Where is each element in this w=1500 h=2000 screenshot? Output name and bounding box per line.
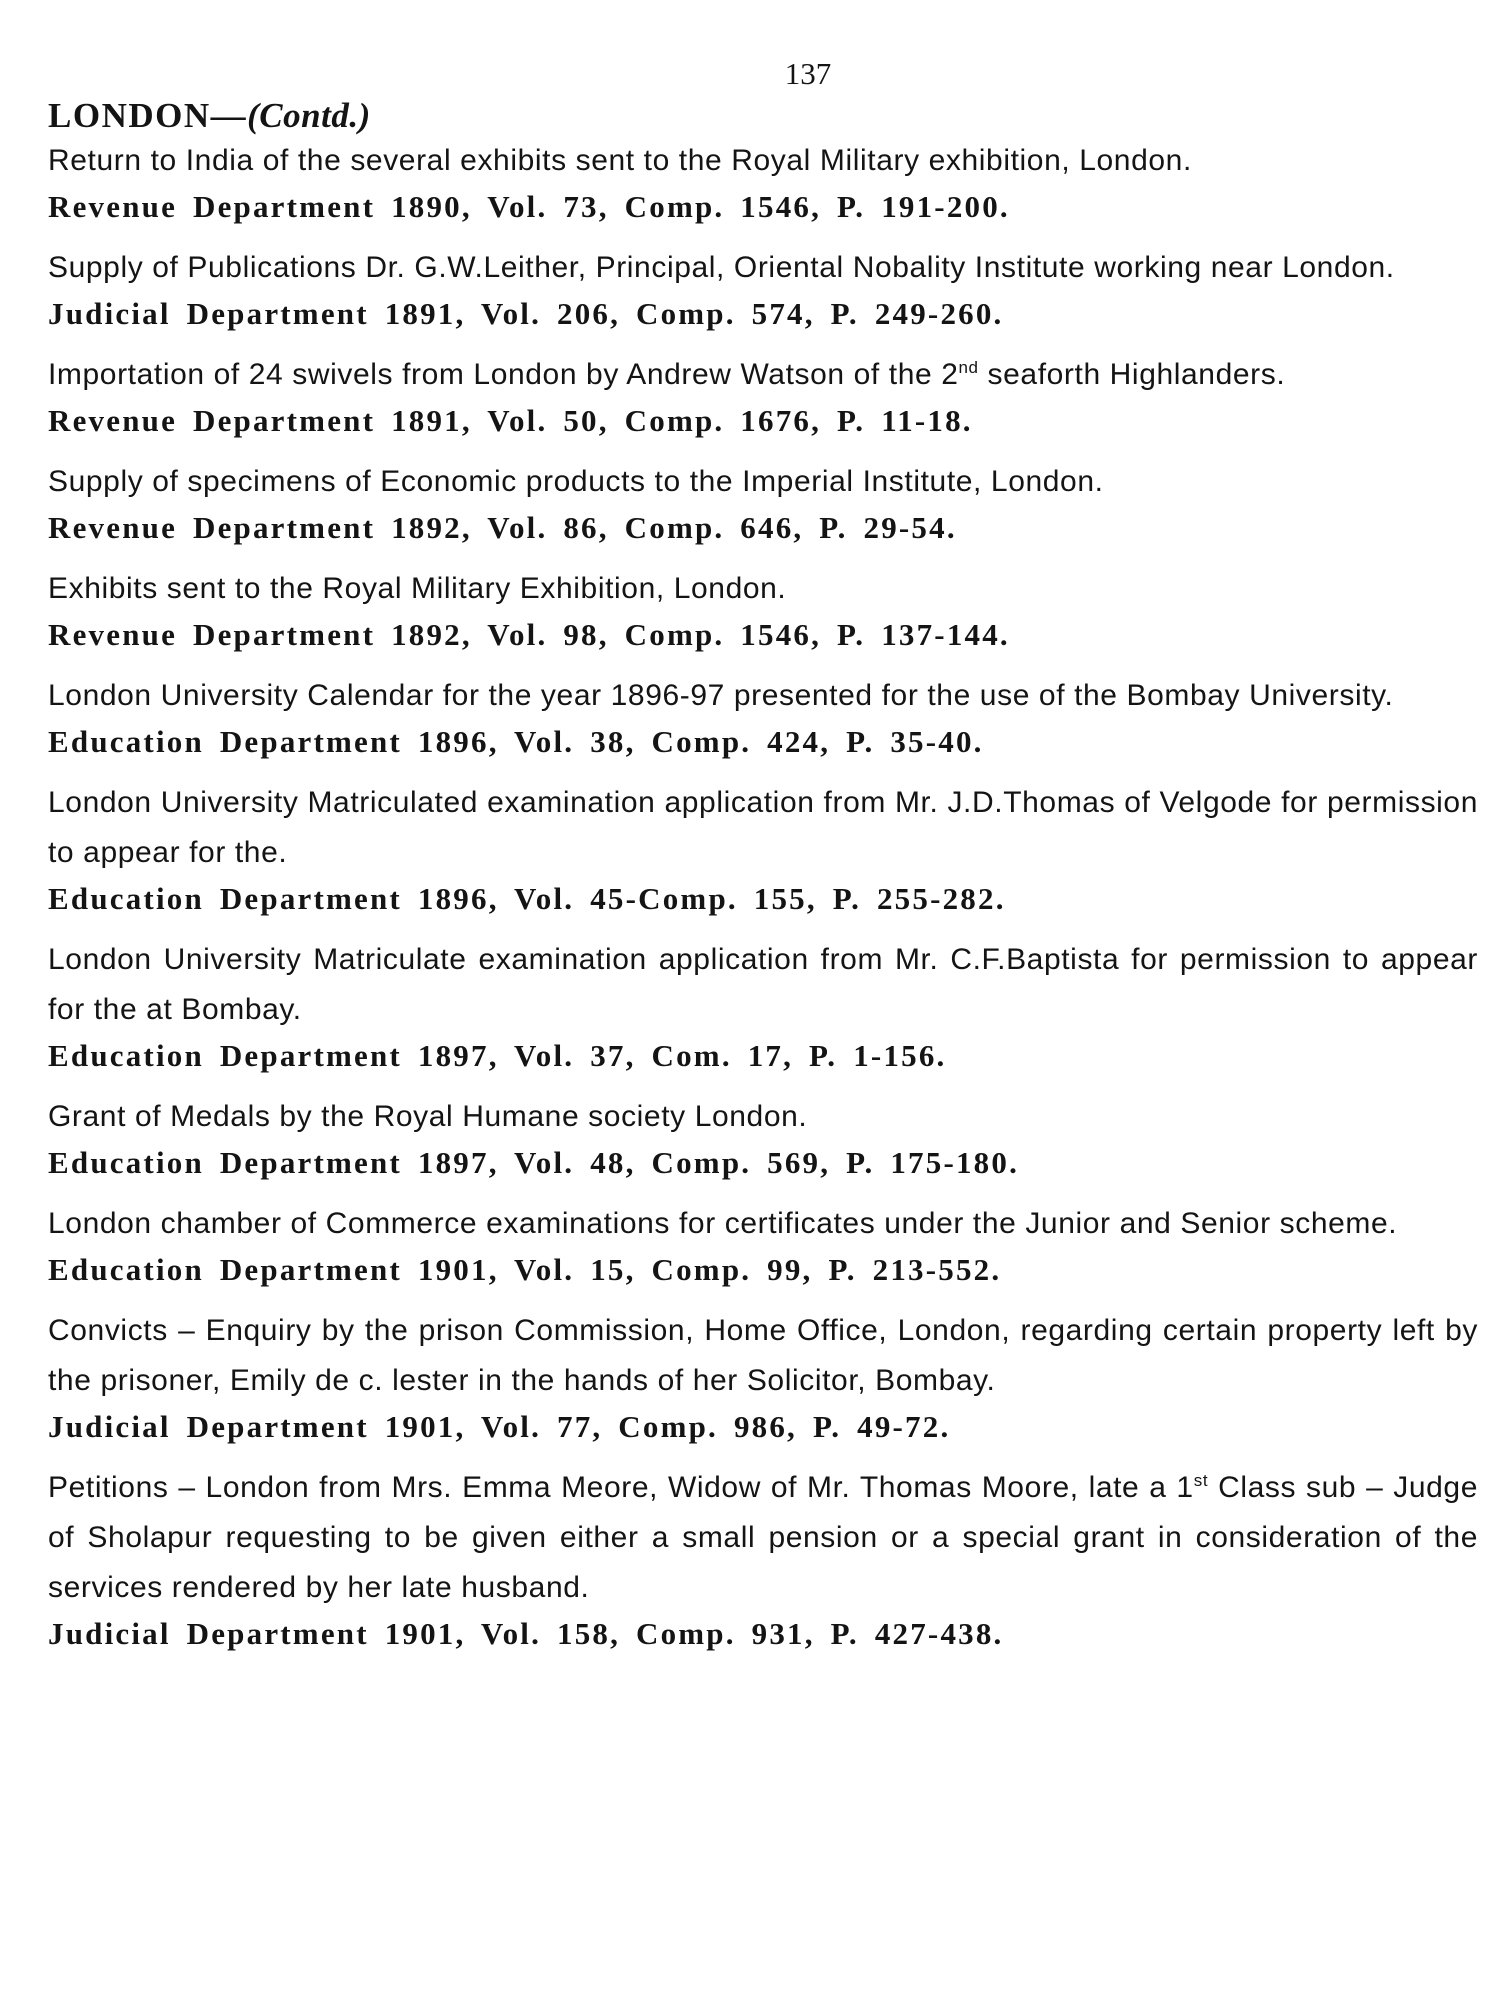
ordinal-suffix: nd	[958, 358, 979, 377]
document-page	[48, 56, 1478, 1655]
entry-description: Convicts – Enquiry by the prison Commission, Home Office, London, regarding certain property left by the prisoner, Emily de c. lester in the hands of her Solicitor, Bombay.	[48, 1314, 1478, 1397]
entry-reference: Education Department 1896, Vol. 38, Comp. 424, P. 35-40.	[48, 724, 984, 759]
page-number: 137	[784, 56, 832, 91]
record-entry	[48, 1092, 1478, 1184]
heading-dash: —	[210, 96, 248, 135]
record-entry	[48, 1199, 1478, 1291]
record-entry	[48, 778, 1478, 920]
entry-description: Supply of specimens of Economic products to the Imperial Institute, London.	[48, 465, 1104, 498]
ordinal-suffix: st	[1193, 1471, 1209, 1490]
record-entry	[48, 1306, 1478, 1448]
entry-reference: Revenue Department 1891, Vol. 50, Comp. 1676, P. 11-18.	[48, 403, 973, 438]
record-entry	[48, 564, 1478, 656]
entry-description: London University Matriculate examination application from Mr. C.F.Baptista for permission to appear for the at Bombay.	[48, 943, 1478, 1026]
record-entry	[48, 136, 1478, 228]
description-text: Petitions – London from Mrs. Emma Meore, Widow of Mr. Thomas Moore, late a 1	[48, 1471, 1194, 1504]
entry-description: Supply of Publications Dr. G.W.Leither, Principal, Oriental Nobality Institute working near London.	[48, 251, 1395, 284]
description-text: Importation of 24 swivels from London by Andrew Watson of the 2	[48, 358, 959, 391]
entry-description: Return to India of the several exhibits sent to the Royal Military exhibition, London.	[48, 144, 1192, 177]
record-entry	[48, 457, 1478, 549]
heading-title: LONDON	[48, 96, 211, 135]
entry-reference: Revenue Department 1892, Vol. 86, Comp. 646, P. 29-54.	[48, 510, 957, 545]
record-entry	[48, 935, 1478, 1077]
section-heading	[48, 96, 1478, 136]
entry-reference: Judicial Department 1901, Vol. 77, Comp. 986, P. 49-72.	[48, 1409, 951, 1444]
entry-description: London University Matriculated examination application from Mr. J.D.Thomas of Velgode for permission to appear for the.	[48, 786, 1478, 869]
entry-reference: Revenue Department 1892, Vol. 98, Comp. 1546, P. 137-144.	[48, 617, 1010, 652]
entry-description	[48, 350, 1478, 400]
record-entry	[48, 350, 1478, 442]
description-text: seaforth Highlanders.	[978, 358, 1286, 391]
entry-reference: Judicial Department 1891, Vol. 206, Comp. 574, P. 249-260.	[48, 296, 1004, 331]
entry-reference: Education Department 1897, Vol. 37, Com. 17, P. 1-156.	[48, 1038, 947, 1073]
record-entry	[48, 1463, 1478, 1655]
entry-description: Exhibits sent to the Royal Military Exhibition, London.	[48, 572, 787, 605]
entry-description: London University Calendar for the year 1896-97 presented for the use of the Bombay University.	[48, 679, 1394, 712]
entry-reference: Judicial Department 1901, Vol. 158, Comp. 931, P. 427-438.	[48, 1616, 1004, 1651]
heading-contd: (Contd.)	[247, 96, 371, 135]
record-entry	[48, 671, 1478, 763]
entry-reference: Education Department 1896, Vol. 45-Comp. 155, P. 255-282.	[48, 881, 1006, 916]
entry-description	[48, 1463, 1478, 1613]
entry-reference: Education Department 1901, Vol. 15, Comp. 99, P. 213-552.	[48, 1252, 1002, 1287]
entry-description: London chamber of Commerce examinations for certificates under the Junior and Senior scheme.	[48, 1207, 1398, 1240]
record-entry	[48, 243, 1478, 335]
description-text: Class sub – Judge of Sholapur requesting to be given either a small pension or a special grant in consideration of the services rendered by her late husband.	[48, 1471, 1479, 1604]
entry-description: Grant of Medals by the Royal Humane society London.	[48, 1100, 808, 1133]
entry-reference: Revenue Department 1890, Vol. 73, Comp. 1546, P. 191-200.	[48, 189, 1010, 224]
entry-reference: Education Department 1897, Vol. 48, Comp. 569, P. 175-180.	[48, 1145, 1020, 1180]
